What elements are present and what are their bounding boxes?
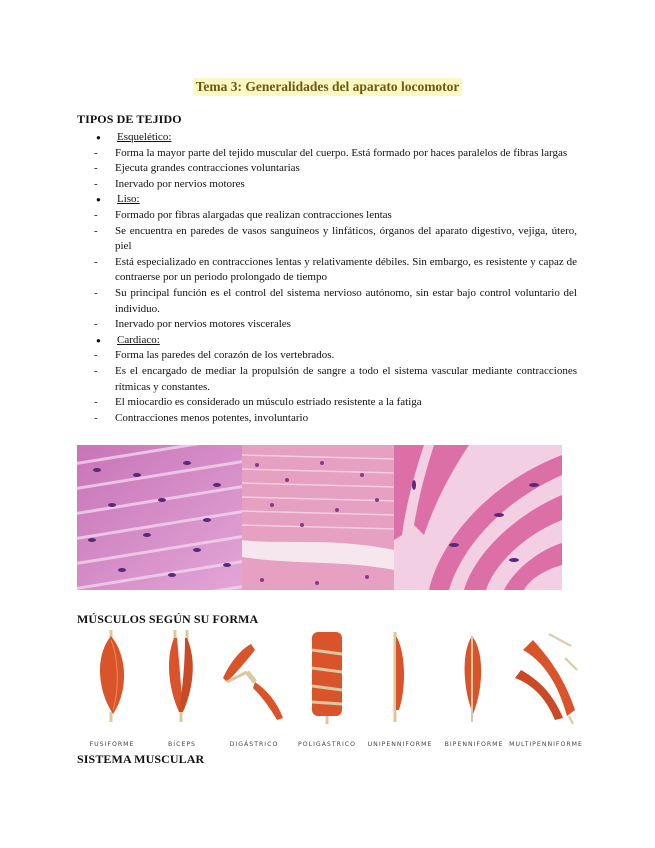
- dash-marker: -: [94, 364, 98, 377]
- muscle-label-unipenniforme: UNIPENNIFORME: [367, 741, 433, 748]
- list-item-text: Cardiaco:: [117, 333, 160, 346]
- muscle-label-bipenniforme: BIPENNIFORME: [444, 741, 504, 748]
- dash-marker: -: [94, 349, 98, 362]
- dash-marker: -: [94, 146, 98, 159]
- muscle-label-poligastrico: POLIGÁSTRICO: [298, 741, 356, 748]
- title-wrapper: [0, 78, 655, 96]
- list-item-text: Formado por fibras alargadas que realizan contracciones lentas: [115, 208, 392, 221]
- dash-marker: -: [94, 318, 98, 331]
- list-item-text: Liso:: [117, 193, 140, 206]
- muscle-unipenniforme: [365, 630, 435, 750]
- list-item: [94, 224, 577, 255]
- dash-marker: -: [94, 411, 98, 424]
- list-item-text: Inervado por nervios motores: [115, 177, 245, 190]
- muscle-multipenniforme: [511, 630, 581, 750]
- tissue-type-heading: [94, 333, 577, 349]
- list-item-text: Forma las paredes del corazón de los vertebrados.: [115, 349, 335, 362]
- dash-marker: -: [94, 255, 98, 268]
- page-title: Tema 3: Generalidades del aparato locomotor: [193, 78, 463, 96]
- list-item: [94, 395, 577, 411]
- section-heading-musculos: MÚSCULOS SEGÚN SU FORMA: [77, 612, 259, 626]
- muscle-label-biceps: BÍCEPS: [168, 741, 196, 748]
- list-item: [94, 161, 577, 177]
- list-item-text: Es el encargado de mediar la propulsión de sangre a todo el sistema vascular mediante contracciones rítmicas y constantes.: [115, 364, 577, 393]
- muscle-poligastrico: [292, 630, 362, 750]
- list-item-text: Inervado por nervios motores viscerales: [115, 318, 291, 331]
- dash-marker: -: [94, 208, 98, 221]
- list-item: [94, 411, 577, 427]
- bullet-marker: ●: [96, 133, 101, 142]
- muscle-bipenniforme: [439, 630, 509, 750]
- section-heading-sistema: SISTEMA MUSCULAR: [77, 752, 205, 766]
- list-item-text: Ejecuta grandes contracciones voluntarias: [115, 162, 300, 175]
- muscle-label-multipenniforme: MULTIPENNIFORME: [509, 741, 583, 748]
- list-item-text: Su principal función es el control del sistema nervioso autónomo, sin estar bajo control voluntario del individuo.: [115, 286, 577, 315]
- muscle-label-digastrico: DIGÁSTRICO: [229, 741, 279, 748]
- list-item-text: Está especializado en contracciones lentas y relativamente débiles. Sin embargo, es resistente y capaz de contraerse por un periodo prolongado de tiempo: [115, 255, 577, 284]
- list-item: [94, 317, 577, 333]
- tissue-type-heading: [94, 192, 577, 208]
- dash-marker: -: [94, 224, 98, 237]
- muscle-digastrico: [219, 630, 289, 750]
- muscle-shapes: [77, 630, 582, 750]
- section-heading-tipos: TIPOS DE TEJIDO: [77, 112, 182, 126]
- list-item: [94, 177, 577, 193]
- list-item: [94, 286, 577, 317]
- bullet-marker: ●: [96, 335, 101, 345]
- list-item-text: Se encuentra en paredes de vasos sanguíneos y linfáticos, órganos del aparato digestivo, vejiga, útero, piel: [115, 224, 577, 253]
- list-item: [94, 146, 577, 162]
- smooth-tissue-photo: [242, 445, 394, 590]
- list-item: [94, 208, 577, 224]
- list-item: [94, 255, 577, 286]
- list-item-text: Forma la mayor parte del tejido muscular del cuerpo. Está formado por haces paralelos de fibras largas: [115, 146, 568, 159]
- bullet-marker: ●: [96, 195, 101, 205]
- dash-marker: -: [94, 162, 98, 175]
- dash-marker: -: [94, 396, 98, 409]
- tissue-list: [94, 130, 577, 426]
- list-item: [94, 348, 577, 364]
- muscle-fusiforme: [77, 630, 147, 750]
- list-item: [94, 364, 577, 395]
- skeletal-tissue-photo: [394, 445, 562, 590]
- dash-marker: -: [94, 286, 98, 299]
- dash-marker: -: [94, 177, 98, 190]
- list-item-text: Esquelético:: [117, 131, 172, 143]
- tissue-type-heading: [94, 130, 577, 146]
- tissue-photos: [77, 445, 562, 590]
- muscle-label-fusiforme: FUSIFORME: [89, 741, 135, 748]
- list-item-text: El miocardio es considerado un músculo estriado resistente a la fatiga: [115, 396, 422, 409]
- muscle-biceps: [147, 630, 217, 750]
- list-item-text: Contracciones menos potentes, involuntario: [115, 411, 309, 424]
- cardiac-tissue-photo: [77, 445, 242, 590]
